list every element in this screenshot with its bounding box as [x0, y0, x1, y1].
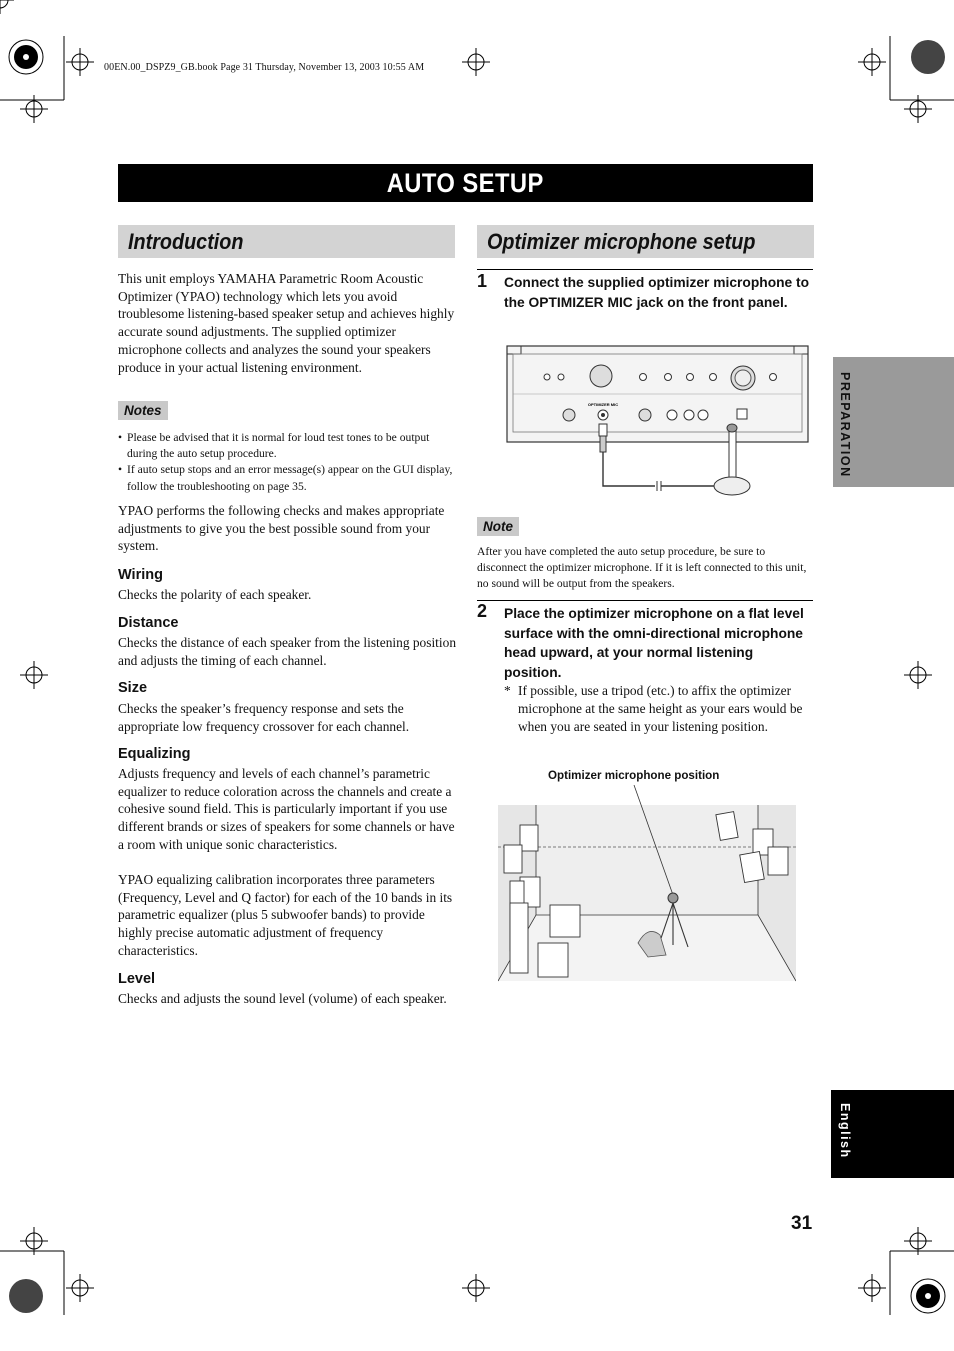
step-2-text: Place the optimizer microphone on a flat level surface with the omni-directional microphone head upward, at your normal listening position. — [504, 606, 804, 680]
equalizing-heading: Equalizing — [118, 746, 191, 762]
distance-heading: Distance — [118, 615, 179, 631]
step-2-rule — [477, 600, 813, 601]
step-1-number: 1 — [477, 271, 488, 291]
size-text: Checks the speaker’s frequency response and sets the appropriate low frequency crossover for each channel. — [118, 701, 410, 734]
step-2-note-text: If possible, use a tripod (etc.) to affix the optimizer microphone at the same height as your ears would be when you are seated in your listening position. — [518, 683, 803, 734]
room-illustration — [498, 785, 796, 985]
wiring-heading: Wiring — [118, 567, 163, 583]
front-panel-illustration — [505, 344, 810, 499]
mic-position-caption: Optimizer microphone position — [548, 769, 720, 782]
distance-text: Checks the distance of each speaker from the listening position and adjusts the timing of each channel. — [118, 635, 457, 668]
note-badge: Note — [477, 517, 519, 536]
equalizing-text-2: YPAO equalizing calibration incorporates three parameters (Frequency, Level and Q factor) for each of the 10 bands in its parametric equalizer (plus 5 subwoofer bands) to provide highly precise automatic adjustment of frequency characteristics. — [118, 872, 453, 958]
page-title: AUTO SETUP — [118, 164, 813, 202]
optimizer-mic-jack-label: OPTIMIZER MIC — [587, 402, 619, 407]
note-item: • If auto setup stops and an error message(s) appear on the GUI display, follow the troubleshooting on page 35. — [118, 462, 456, 494]
wiring-text: Checks the polarity of each speaker. — [118, 587, 312, 602]
notes-list — [118, 430, 456, 495]
asterisk: * — [504, 683, 511, 698]
intro-paragraph-1: This unit employs YAMAHA Parametric Room Acoustic Optimizer (YPAO) technology which lets you avoid troublesome listening-based speaker setup and achieves highly accurate sound adjustments. The supplied optimizer microphone collects and analyzes the sound your speakers produce in your actual listening environment. — [118, 271, 455, 375]
level-heading: Level — [118, 971, 156, 987]
intro-paragraph-2: YPAO performs the following checks and makes appropriate adjustments to give you the best possible sound from your system. — [118, 503, 445, 554]
level-text: Checks and adjusts the sound level (volume) of each speaker. — [118, 991, 447, 1006]
english-tab-label: English — [838, 1103, 852, 1159]
page-number: 31 — [791, 1213, 813, 1234]
size-heading: Size — [118, 680, 148, 696]
notes-badge: Notes — [118, 401, 168, 420]
step-1-rule — [477, 269, 813, 270]
step-1-text: Connect the supplied optimizer microphone to the OPTIMIZER MIC jack on the front panel. — [504, 275, 810, 310]
equalizing-text: Adjusts frequency and levels of each channel’s parametric equalizer to reduce coloration across the channels and create a cohesive sound field. This is particularly important if you use different brands or sizes of speakers for some channels or have a room with unique sonic characteristics. — [118, 766, 455, 852]
mic-setup-heading: Optimizer microphone setup — [477, 225, 814, 258]
step-2-note — [504, 682, 814, 736]
step-2-number: 2 — [477, 601, 488, 621]
print-header: 00EN.00_DSPZ9_GB.book Page 31 Thursday, November 13, 2003 10:55 AM — [104, 62, 425, 73]
introduction-heading: Introduction — [118, 225, 455, 258]
note-item: • Please be advised that it is normal for loud test tones to be output during the auto setup procedure. — [118, 430, 456, 462]
preparation-tab-label: PREPARATION — [838, 372, 852, 478]
note-text: After you have completed the auto setup procedure, be sure to disconnect the optimizer microphone. If it is left connected to this unit, no sound will be output from the speakers. — [477, 545, 807, 591]
